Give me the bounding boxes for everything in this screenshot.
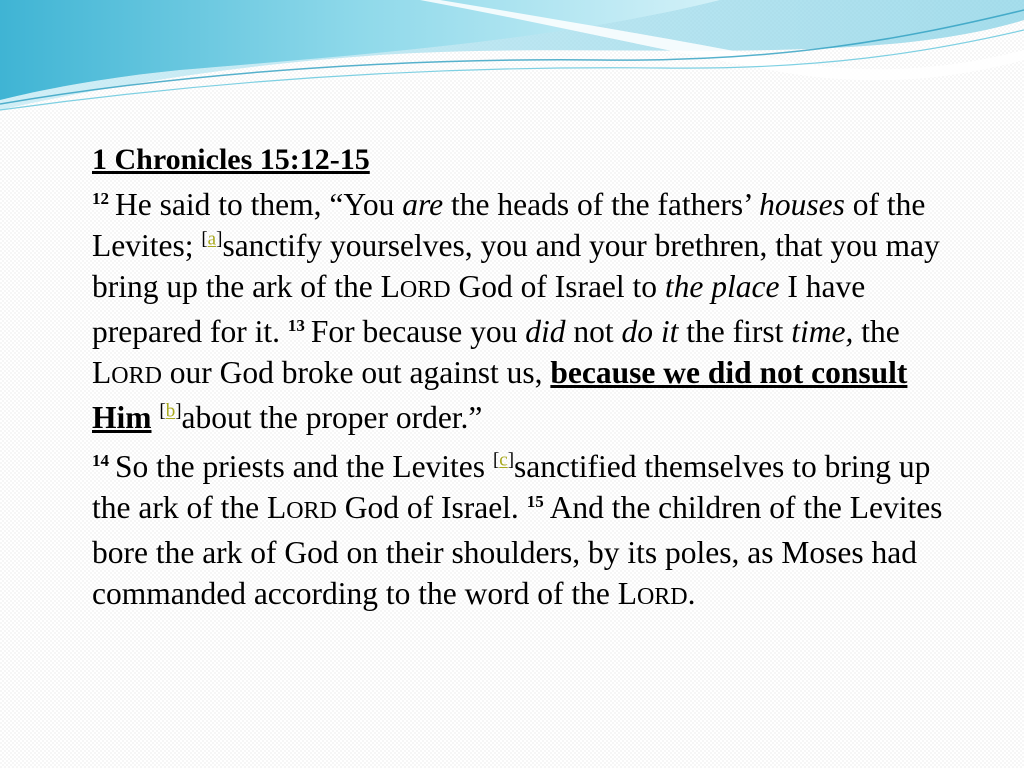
verse-text: of the Levites; [92,187,926,263]
verse-text-italic: houses [759,187,845,222]
verse-text: And the children of the Levites bore the ark of God on their shoulders, by its poles, as Moses had commanded according to the word of the [92,490,943,611]
verse-text-italic: time, [791,314,854,349]
verse-text-italic: are [402,187,444,222]
verse-text: I have prepared for it. [92,269,866,349]
verse-text-italic: the place [664,269,780,304]
lord-small-caps: LORD [617,576,688,611]
verse-text: God of Israel. [336,490,527,525]
scripture-paragraph-1 [92,184,972,438]
verse-text-italic: do it [621,314,679,349]
verse-text: God of Israel to [450,269,665,304]
verse-text: sanctify yourselves, you and your brethren, that you may bring up the ark of the [92,228,940,304]
footnote-c[interactable]: [c] [492,449,515,471]
verse-text: the [853,314,900,349]
scripture-text-block [92,140,972,626]
verse-number-14: 14 [92,450,109,470]
verse-text-italic: did [525,314,566,349]
verse-number-12: 12 [92,188,109,208]
verse-text: So the priests and the Levites [115,449,493,484]
decorative-wave-banner [0,0,1024,120]
verse-number-15: 15 [526,491,544,511]
scripture-paragraph-2 [92,446,972,618]
verse-text: He said to them, “You [115,187,403,222]
emphasized-phrase: because we did not consult Him [92,355,908,435]
verse-number-13: 13 [287,315,305,335]
verse-text: not [565,314,622,349]
footnote-c-link[interactable]: c [499,449,508,471]
scripture-reference-heading: 1 Chronicles 15:12-15 [92,143,370,176]
verse-text: For because you [310,314,526,349]
lord-small-caps: LORD [266,490,337,525]
verse-text: sanctified themselves to bring up the ark of the [92,449,931,525]
verse-text: the first [678,314,792,349]
footnote-b[interactable]: [b] [159,400,182,422]
footnote-a-link[interactable]: a [207,228,217,250]
lord-small-caps: LORD [380,269,451,304]
lord-small-caps: LORD [92,355,162,390]
footnote-a[interactable]: [a] [201,228,223,250]
verse-text: our God broke out against us, [161,355,551,390]
verse-text: the heads of the fathers’ [443,187,760,222]
footnote-b-link[interactable]: b [165,400,176,422]
verse-text: about the proper order.” [181,400,483,435]
verse-text: . [687,576,696,611]
